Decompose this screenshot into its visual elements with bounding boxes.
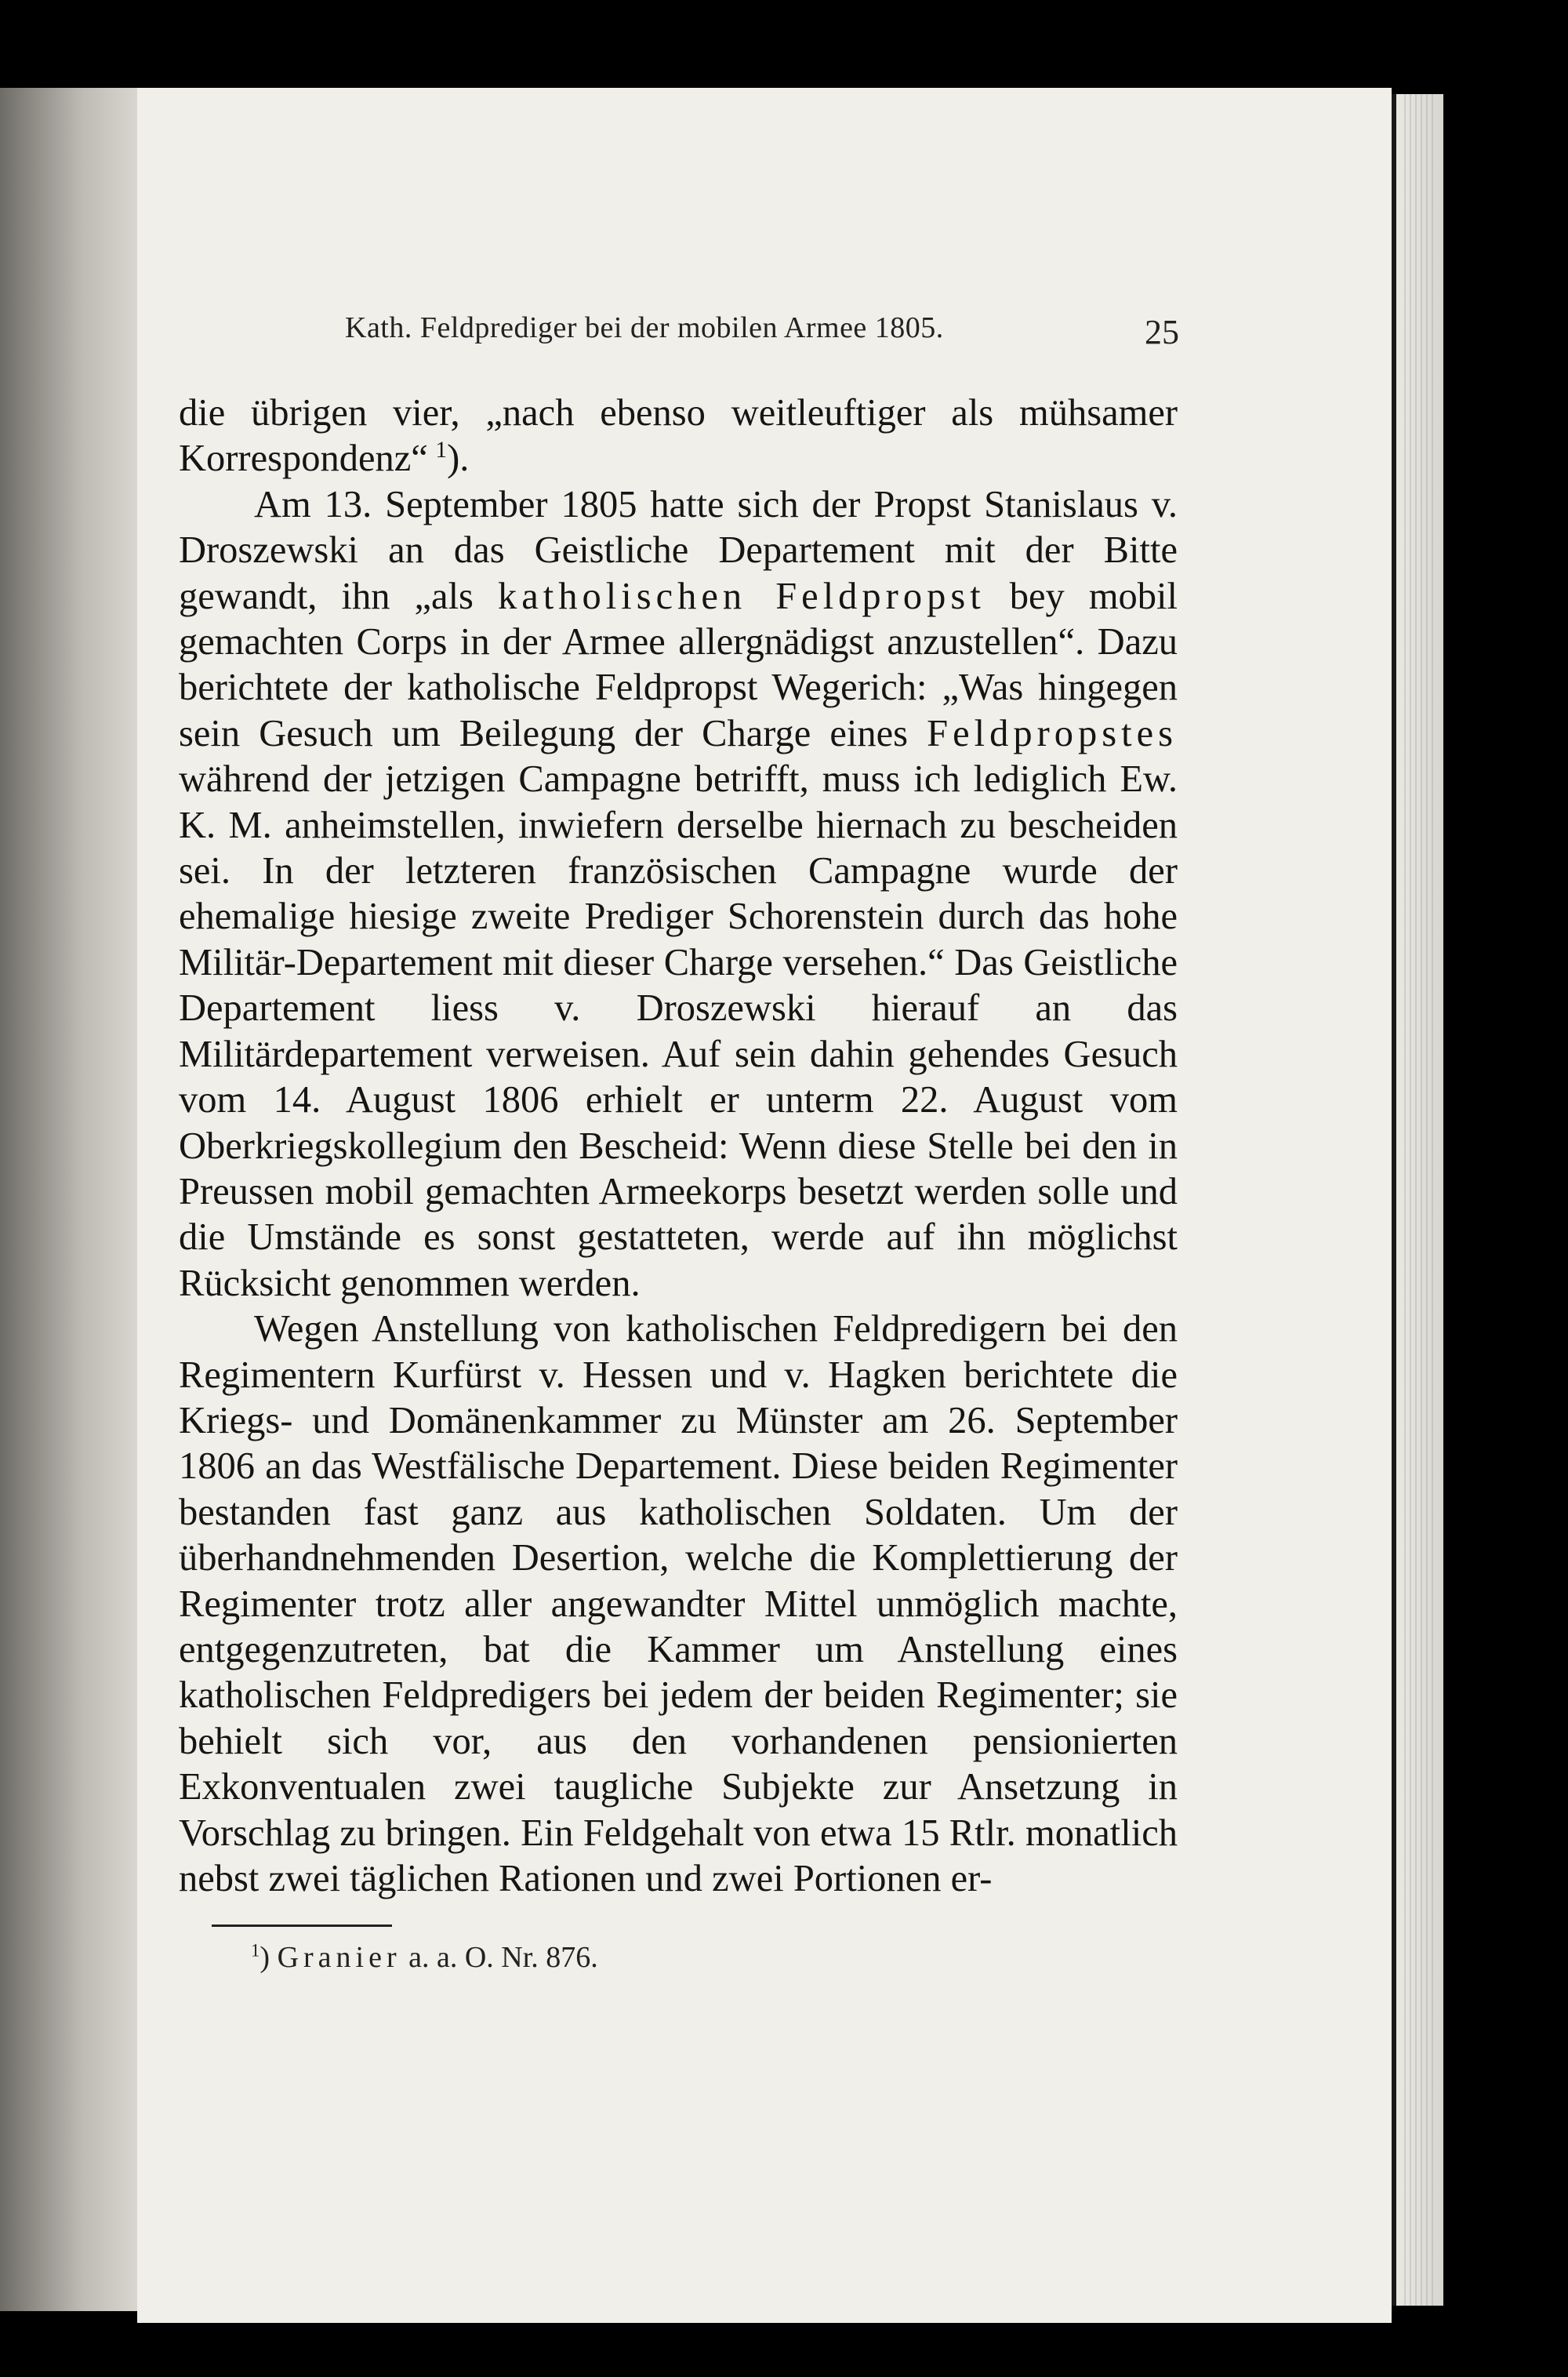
running-title: Kath. Feldprediger bei der mobilen Armee 1805.	[345, 311, 944, 344]
emphasis-feldpropst: katholischen Feldpropst	[498, 575, 985, 617]
page-edge-lines	[1404, 94, 1436, 2306]
page-block-edge	[1392, 94, 1443, 2306]
emphasis-feldpropstes: Feldpropstes	[927, 712, 1178, 754]
page-number: 25	[1145, 313, 1179, 351]
paragraph-2	[179, 482, 1178, 1307]
paragraph-1	[179, 391, 1178, 482]
paragraph-2-text-b: bey mobil gemachten Corps in der Armee allergnädigst anzustellen“. Dazu berichtete der katholische Feldpropst Wegerich: „Was hingegen sein Gesuch um Beilegung der Charge eines	[179, 575, 1178, 754]
paragraph-1-end: ).	[447, 438, 470, 480]
paragraph-2-text-a: Am 13. September 1805 hatte sich der Propst Stanislaus v. Droszewski an das Geistliche Departement mit der Bitte gewandt, ihn „als	[179, 483, 1178, 617]
footnote-author: Granier	[277, 1941, 401, 1974]
paragraph-1-text: die übrigen vier, „nach ebenso weitleuftiger als mühsamer Korrespondenz“	[179, 392, 1178, 480]
facing-page-edge	[0, 88, 137, 2311]
footnote: $^1$) Granier a. a. O. Nr. 876.	[251, 1940, 598, 1974]
footnote-divider	[212, 1924, 392, 1927]
footnote-marker: 1	[251, 1940, 260, 1961]
footnote-ref: 1	[435, 438, 448, 463]
paragraph-2-text-c: während der jetzigen Campagne betrifft, muss ich lediglich Ew. K. M. anheimstellen, inwiefern derselbe hiernach zu bescheiden sei. In der letzteren französischen Campagne wurde der ehemalige hiesige zweite Prediger Schorenstein durch das hohe Militär-Departement mit dieser Charge versehen.“ Das Geistliche Departement liess v. Droszewski hierauf an das Militärdepartement verweisen. Auf sein dahin gehendes Gesuch vom 14. August 1806 erhielt er unterm 22. August vom Oberkriegskollegium den Bescheid: Wenn diese Stelle bei den in Preussen mobil gemachten Armeekorps besetzt werden solle und die Umstände es sonst gestatteten, werde auf ihn möglichst Rücksicht genommen werden.	[179, 758, 1178, 1304]
paragraph-3: Wegen Anstellung von katholischen Feldpredigern bei den Regimentern Kurfürst v. Hessen und v. Hagken berichtete die Kriegs- und Domänenkammer zu Münster am 26. September 1806 an das Westfälische Departement. Diese beiden Regimenter bestanden fast ganz aus katholischen Soldaten. Um der überhandnehmenden Desertion, welche die Komplettierung der Regimenter trotz aller angewandter Mittel unmöglich machte, entgegenzutreten, bat die Kammer um Anstellung eines katholischen Feldpredigers bei jedem der beiden Regimenter; sie behielt sich vor, aus den vorhandenen pensionierten Exkonventualen zwei taugliche Subjekte zur Ansetzung in Vorschlag zu bringen. Ein Feldgehalt von etwa 15 Rtlr. monatlich nebst zwei täglichen Rationen und zwei Portionen er-	[179, 1308, 1178, 1899]
body-text	[179, 391, 1178, 1902]
footnote-citation: a. a. O. Nr. 876.	[408, 1941, 598, 1974]
